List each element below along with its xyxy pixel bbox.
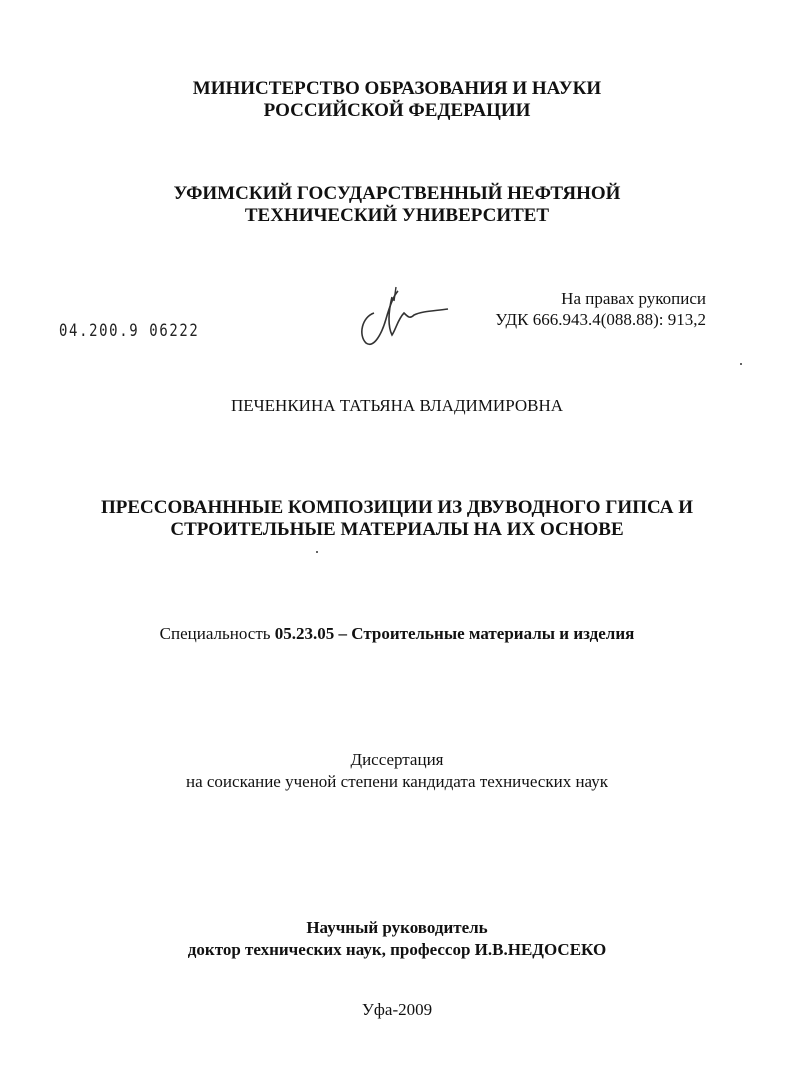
udk-code: УДК 666.943.4(088.88): 913,2 — [495, 310, 706, 330]
thesis-title-line-2: СТРОИТЕЛЬНЫЕ МАТЕРИАЛЫ НА ИХ ОСНОВЕ — [170, 519, 624, 540]
scan-speck — [316, 551, 318, 553]
dissertation-purpose: на соискание ученой степени кандидата технических наук — [185, 772, 608, 791]
specialty-name: – Строительные материалы и изделия — [334, 624, 635, 643]
scan-speck — [740, 363, 742, 365]
specialty-prefix: Специальность — [159, 624, 275, 643]
dissertation-label: Диссертация — [350, 750, 444, 769]
author-name: ПЕЧЕНКИНА ТАТЬЯНА ВЛАДИМИРОВНА — [230, 396, 564, 415]
signature-icon — [352, 283, 452, 353]
manuscript-rights-label: На правах рукописи — [561, 289, 706, 308]
university-line-1: УФИМСКИЙ ГОСУДАРСТВЕННЫЙ НЕФТЯНОЙ — [173, 183, 621, 204]
rights-block — [495, 288, 706, 331]
advisor-label: Научный руководитель — [306, 918, 488, 937]
ministry-line-1: МИНИСТЕРСТВО ОБРАЗОВАНИЯ И НАУКИ — [192, 78, 602, 99]
advisor-name: доктор технических наук, профессор И.В.НЕДОСЕКО — [187, 940, 607, 959]
ministry-line-2: РОССИЙСКОЙ ФЕДЕРАЦИИ — [263, 100, 531, 121]
university-line-2: ТЕХНИЧЕСКИЙ УНИВЕРСИТЕТ — [244, 205, 550, 226]
thesis-title-line-1: ПРЕССОВАНННЫЕ КОМПОЗИЦИИ ИЗ ДВУВОДНОГО ГИПСА И — [100, 497, 693, 518]
registration-stamp: 04.200.9 06222 — [59, 321, 200, 341]
specialty-code: 05.23.05 — [274, 624, 335, 643]
specialty-line — [0, 624, 794, 644]
city-year: Уфа-2009 — [361, 1000, 433, 1019]
